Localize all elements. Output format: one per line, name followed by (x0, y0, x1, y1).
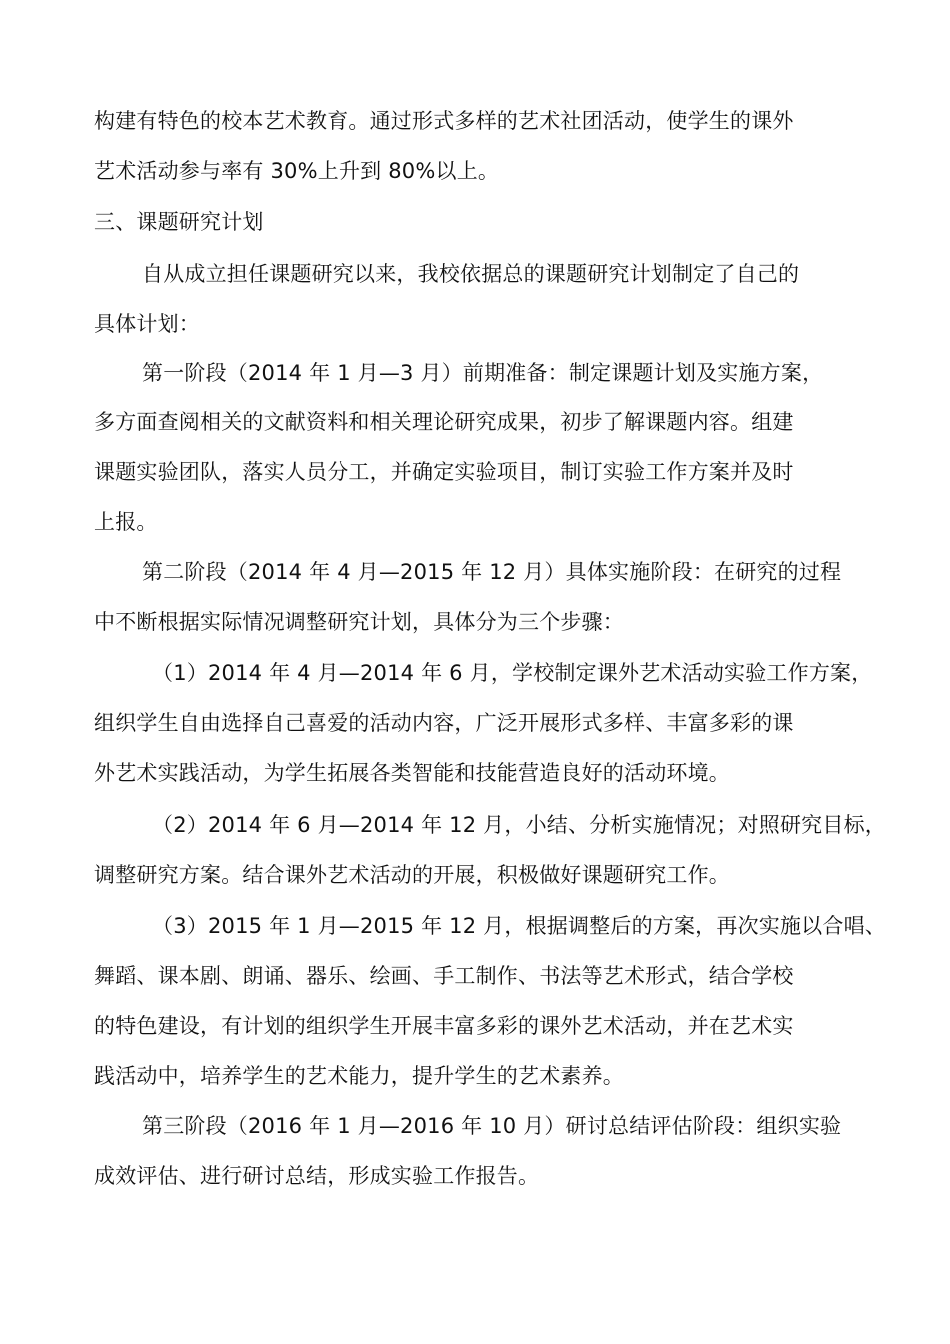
text-line: 成效评估、进行研讨总结，形成实验工作报告。 (94, 1164, 540, 1188)
text-line: 多方面查阅相关的文献资料和相关理论研究成果，初步了解课题内容。组建 (94, 410, 794, 434)
text-line: 外艺术实践活动，为学生拓展各类智能和技能营造良好的活动环境。 (94, 761, 730, 785)
text-line: 第一阶段（2014 年 1 月—3 月）前期准备：制定课题计划及实施方案， (142, 361, 824, 385)
text-line: 具体计划： (94, 312, 200, 336)
text-line: 课题实验团队，落实人员分工，并确定实验项目，制订实验工作方案并及时 (94, 460, 794, 484)
text-line: （2）2014 年 6 月—2014 年 12 月，小结、分析实施情况；对照研究目标， (152, 813, 886, 837)
text-line: 中不断根据实际情况调整研究计划，具体分为三个步骤： (94, 610, 624, 634)
section-heading: 三、课题研究计划 (94, 210, 264, 234)
text-line: 舞蹈、课本剧、朗诵、器乐、绘画、手工制作、书法等艺术形式，结合学校 (94, 964, 794, 988)
text-line: 自从成立担任课题研究以来，我校依据总的课题研究计划制定了自己的 (142, 262, 800, 286)
text-line: （1）2014 年 4 月—2014 年 6 月，学校制定课外艺术活动实验工作方案， (152, 661, 873, 685)
text-line: 组织学生自由选择自己喜爱的活动内容，广泛开展形式多样、丰富多彩的课 (94, 711, 794, 735)
text-line: 的特色建设，有计划的组织学生开展丰富多彩的课外艺术活动，并在艺术实 (94, 1014, 794, 1038)
text-line: 构建有特色的校本艺术教育。通过形式多样的艺术社团活动，使学生的课外 (94, 109, 794, 133)
text-line: 践活动中，培养学生的艺术能力，提升学生的艺术素养。 (94, 1064, 624, 1088)
text-line: 调整研究方案。结合课外艺术活动的开展，积极做好课题研究工作。 (94, 863, 730, 887)
text-line: 第二阶段（2014 年 4 月—2015 年 12 月）具体实施阶段：在研究的过程 (142, 560, 842, 584)
text-line: 艺术活动参与率有 30%上升到 80%以上。 (94, 159, 500, 183)
text-line: （3）2015 年 1 月—2015 年 12 月，根据调整后的方案，再次实施以合唱、 (152, 914, 886, 938)
text-line: 第三阶段（2016 年 1 月—2016 年 10 月）研讨总结评估阶段：组织实验 (142, 1114, 842, 1138)
text-line: 上报。 (94, 510, 158, 534)
